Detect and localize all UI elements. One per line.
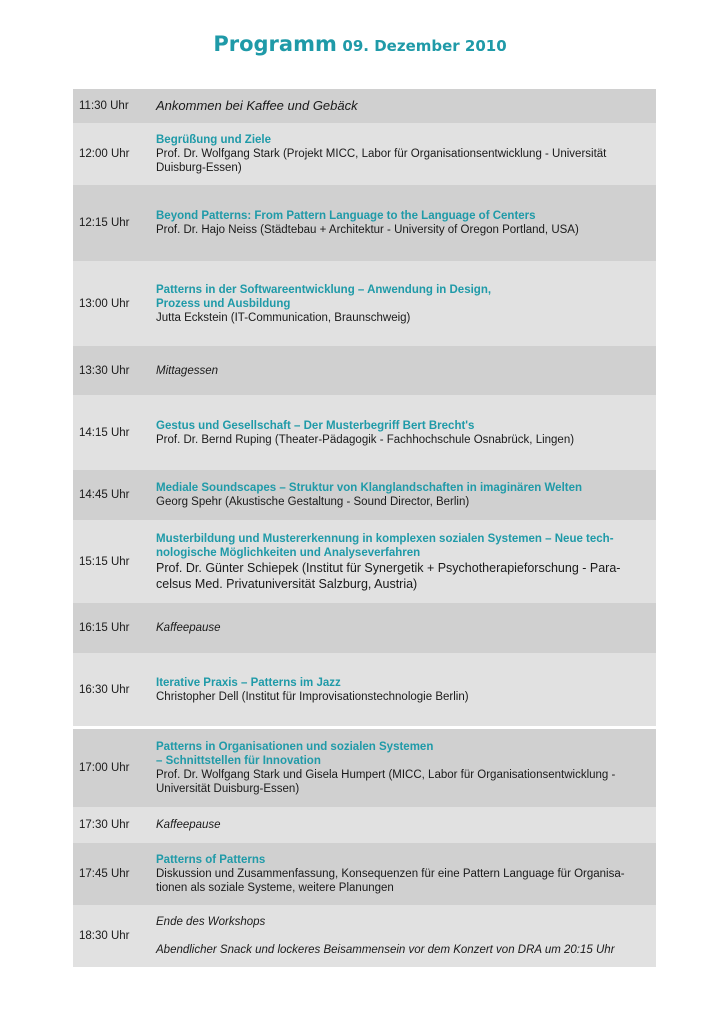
row-speaker: Diskussion und Zusammenfassung, Konsequenzen für eine Pattern Language für Organisa- (156, 868, 625, 880)
row-topic: – Schnittstellen für Innovation (156, 755, 321, 767)
schedule-row (73, 346, 656, 395)
row-time: 14:15 Uhr (79, 426, 130, 439)
row-note: Abendlicher Snack und lockeres Beisammensein vor dem Konzert von DRA um 20:15 Uhr (156, 944, 615, 956)
row-content (156, 676, 648, 704)
row-speaker: Prof. Dr. Bernd Ruping (Theater-Pädagogik - Fachhochschule Osnabrück, Lingen) (156, 433, 575, 446)
row-speaker: Prof. Dr. Günter Schiepek (Institut für Synergetik + Psychotherapieforschung - Para- (156, 560, 621, 575)
row-time: 16:15 Uhr (79, 622, 130, 634)
page-title (0, 32, 720, 56)
schedule-row (73, 905, 656, 967)
schedule-row (73, 603, 656, 653)
row-time: 12:15 Uhr (79, 217, 130, 229)
row-content (156, 740, 648, 796)
row-content (156, 99, 648, 113)
row-speaker: Georg Spehr (Akustische Gestaltung - Sound Director, Berlin) (156, 496, 470, 508)
row-topic: Gestus und Gesellschaft – Der Musterbegriff Bert Brecht's (156, 419, 475, 432)
row-topic: Beyond Patterns: From Pattern Language to the Language of Centers (156, 210, 536, 222)
row-content (156, 532, 648, 592)
schedule-row (73, 653, 656, 726)
row-time: 17:30 Uhr (79, 819, 130, 831)
row-time: 13:00 Uhr (79, 297, 130, 310)
row-speaker: Prof. Dr. Wolfgang Stark und Gisela Humpert (MICC, Labor für Organisationsentwicklung - (156, 769, 616, 781)
row-note: Mittagessen (156, 364, 219, 377)
row-time: 17:45 Uhr (79, 868, 130, 880)
row-time: 16:30 Uhr (79, 683, 130, 696)
schedule-row (73, 261, 656, 346)
row-content (156, 133, 648, 175)
row-speaker: Universität Duisburg-Essen) (156, 783, 300, 795)
row-time: 11:30 Uhr (79, 100, 129, 112)
row-topic: nologische Möglichkeiten und Analyseverfahren (156, 546, 421, 559)
row-content (156, 853, 648, 895)
row-time: 14:45 Uhr (79, 489, 130, 501)
row-topic: Mediale Soundscapes – Struktur von Klanglandschaften in imaginären Welten (156, 482, 583, 494)
row-content (156, 915, 648, 957)
row-speaker: Prof. Dr. Wolfgang Stark (Projekt MICC, Labor für Organisationsentwicklung - Universität Duisburg-Essen) (156, 148, 607, 174)
schedule-row (73, 729, 656, 807)
row-content (156, 621, 648, 635)
row-topic: Begrüßung und Ziele (156, 134, 271, 146)
row-time: 15:15 Uhr (79, 555, 130, 568)
row-topic: Musterbildung und Mustererkennung in komplexen sozialen Systemen – Neue tech- (156, 532, 614, 545)
row-content (156, 419, 648, 447)
title-main: Programm (213, 32, 337, 56)
row-time: 12:00 Uhr (79, 148, 130, 160)
row-topic: Patterns of Patterns (156, 854, 266, 866)
row-note: Ankommen bei Kaffee und Gebäck (156, 98, 358, 113)
row-speaker: Christopher Dell (Institut für Improvisationstechnologie Berlin) (156, 690, 469, 703)
row-topic: Iterative Praxis – Patterns im Jazz (156, 676, 341, 689)
schedule-row (73, 843, 656, 905)
schedule-row (73, 807, 656, 843)
row-content (156, 283, 648, 325)
row-topic: Prozess und Ausbildung (156, 297, 291, 310)
row-time: 17:00 Uhr (79, 762, 130, 774)
row-content (156, 818, 648, 832)
row-topic: Patterns in Organisationen und sozialen Systemen (156, 741, 434, 753)
row-topic: Patterns in der Softwareentwicklung – Anwendung in Design, (156, 283, 492, 296)
schedule-row (73, 123, 656, 185)
row-note: Kaffeepause (156, 819, 221, 831)
schedule-row (73, 520, 656, 603)
row-speaker: celsus Med. Privatuniversität Salzburg, Austria) (156, 576, 418, 591)
row-speaker: tionen als soziale Systeme, weitere Planungen (156, 882, 394, 894)
row-time: 13:30 Uhr (79, 364, 130, 377)
title-date: 09. Dezember 2010 (342, 37, 507, 55)
row-content (156, 364, 648, 378)
schedule-row (73, 395, 656, 470)
row-note: Ende des Workshops (156, 916, 266, 928)
row-note: Kaffeepause (156, 622, 221, 634)
schedule-row (73, 185, 656, 261)
row-speaker: Jutta Eckstein (IT-Communication, Braunschweig) (156, 311, 411, 324)
row-time: 18:30 Uhr (79, 930, 130, 942)
row-speaker: Prof. Dr. Hajo Neiss (Städtebau + Architektur - University of Oregon Portland, USA) (156, 224, 579, 236)
schedule-row (73, 89, 656, 123)
row-content (156, 209, 648, 237)
schedule-row (73, 470, 656, 520)
row-content (156, 481, 648, 509)
